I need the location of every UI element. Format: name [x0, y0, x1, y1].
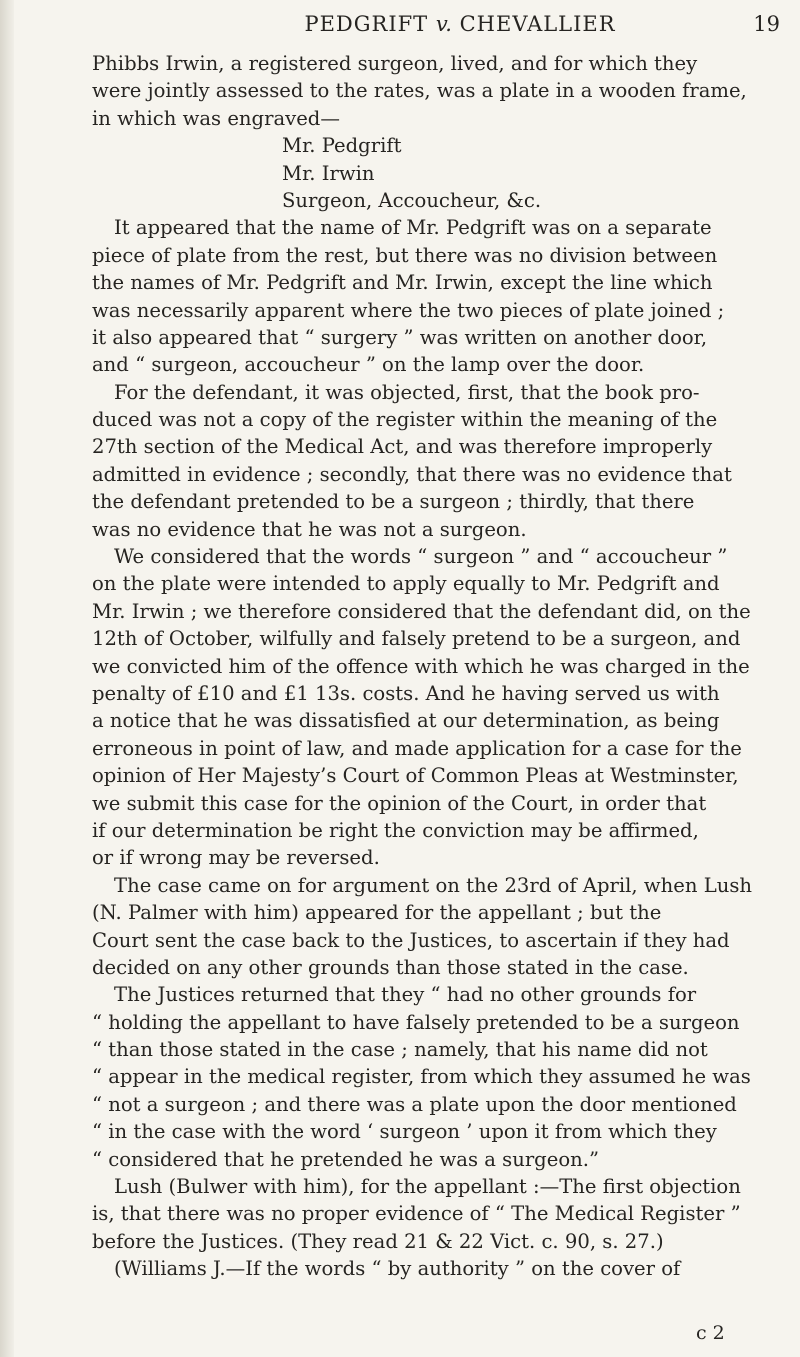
text-line: duced was not a copy of the register within the meaning of the	[92, 408, 718, 432]
text-line: or if wrong may be reversed.	[92, 846, 380, 870]
text-line: (N. Palmer with him) appeared for the appellant ; but the	[92, 901, 662, 925]
text-line: Lush (Bulwer with him), for the appellant :—The first objection	[114, 1175, 741, 1199]
text-line: it also appeared that “ surgery ” was written on another door,	[92, 325, 708, 349]
text-line: (Williams J.—If the words “ by authority ” on the cover of	[114, 1257, 681, 1281]
text-line: the names of Mr. Pedgrift and Mr. Irwin, except the line which	[92, 271, 713, 295]
text-line: It appeared that the name of Mr. Pedgrift was on a separate	[114, 216, 712, 240]
text-line: is, that there was no proper evidence of “ The Medical Register ”	[92, 1202, 741, 1226]
text-line: on the plate were intended to apply equally to Mr. Pedgrift and	[92, 572, 720, 596]
running-head-versus: v.	[435, 12, 452, 36]
text-line: opinion of Her Majesty’s Court of Common Pleas at Westminster,	[92, 764, 739, 788]
page-number: 19	[753, 12, 780, 36]
text-line: a notice that he was dissatisfied at our determination, as being	[92, 709, 720, 733]
text-line: Court sent the case back to the Justices, to ascertain if they had	[92, 928, 730, 952]
text-line: admitted in evidence ; secondly, that there was no evidence that	[92, 462, 732, 486]
text-line: before the Justices. (They read 21 & 22 Vict. c. 90, s. 27.)	[92, 1229, 664, 1253]
text-line: erroneous in point of law, and made application for a case for the	[92, 736, 742, 760]
text-line: decided on any other grounds than those stated in the case.	[92, 955, 689, 979]
plate-line: Mr. Irwin	[282, 161, 375, 185]
text-line: we submit this case for the opinion of the Court, in order that	[92, 791, 707, 815]
text-line: if our determination be right the conviction may be affirmed,	[92, 818, 699, 842]
plate-line: Mr. Pedgrift	[282, 134, 402, 158]
plate-line: Surgeon, Accoucheur, &c.	[282, 188, 542, 212]
text-line: Phibbs Irwin, a registered surgeon, lived, and for which they	[92, 52, 698, 75]
text-line: were jointly assessed to the rates, was a plate in a wooden frame,	[92, 79, 747, 103]
text-line: “ not a surgeon ; and there was a plate upon the door mentioned	[92, 1092, 737, 1116]
text-line: piece of plate from the rest, but there was no division between	[92, 243, 718, 267]
running-head-left: PEDGRIFT	[304, 12, 436, 36]
page-gutter	[0, 0, 14, 1357]
text-line: and “ surgeon, accoucheur ” on the lamp over the door.	[92, 353, 645, 377]
signature-mark: c 2	[696, 1322, 725, 1344]
text-line: Mr. Irwin ; we therefore considered that the defendant did, on the	[92, 599, 751, 623]
text-line: 12th of October, wilfully and falsely pretend to be a surgeon, and	[92, 627, 741, 651]
text-line: penalty of £10 and £1 13s. costs. And he having served us with	[92, 681, 720, 705]
text-line: The Justices returned that they “ had no other grounds for	[114, 983, 697, 1007]
text-line: “ holding the appellant to have falsely pretended to be a surgeon	[92, 1010, 740, 1034]
text-line: was necessarily apparent where the two pieces of plate joined ;	[92, 298, 725, 322]
text-line: “ considered that he pretended he was a surgeon.”	[92, 1147, 599, 1171]
text-line: was no evidence that he was not a surgeon.	[92, 517, 527, 541]
text-line: “ appear in the medical register, from which they assumed he was	[92, 1065, 751, 1089]
text-line: We considered that the words “ surgeon ” and “ accoucheur ”	[114, 545, 728, 569]
text-line: the defendant pretended to be a surgeon ; thirdly, that there	[92, 490, 695, 514]
running-head-right: CHEVALLIER	[451, 12, 616, 36]
text-line: “ than those stated in the case ; namely, that his name did not	[92, 1038, 708, 1062]
text-line: For the defendant, it was objected, first, that the book pro-	[114, 380, 700, 404]
body-text	[92, 50, 792, 1283]
text-line: in which was engraved—	[92, 106, 340, 130]
text-line: 27th section of the Medical Act, and was therefore improperly	[92, 435, 713, 459]
text-line: “ in the case with the word ‘ surgeon ’ upon it from which they	[92, 1120, 717, 1144]
running-head	[240, 12, 680, 36]
page-header	[240, 12, 780, 42]
text-line: we convicted him of the offence with which he was charged in the	[92, 654, 750, 678]
text-line: The case came on for argument on the 23rd of April, when Lush	[114, 873, 752, 897]
